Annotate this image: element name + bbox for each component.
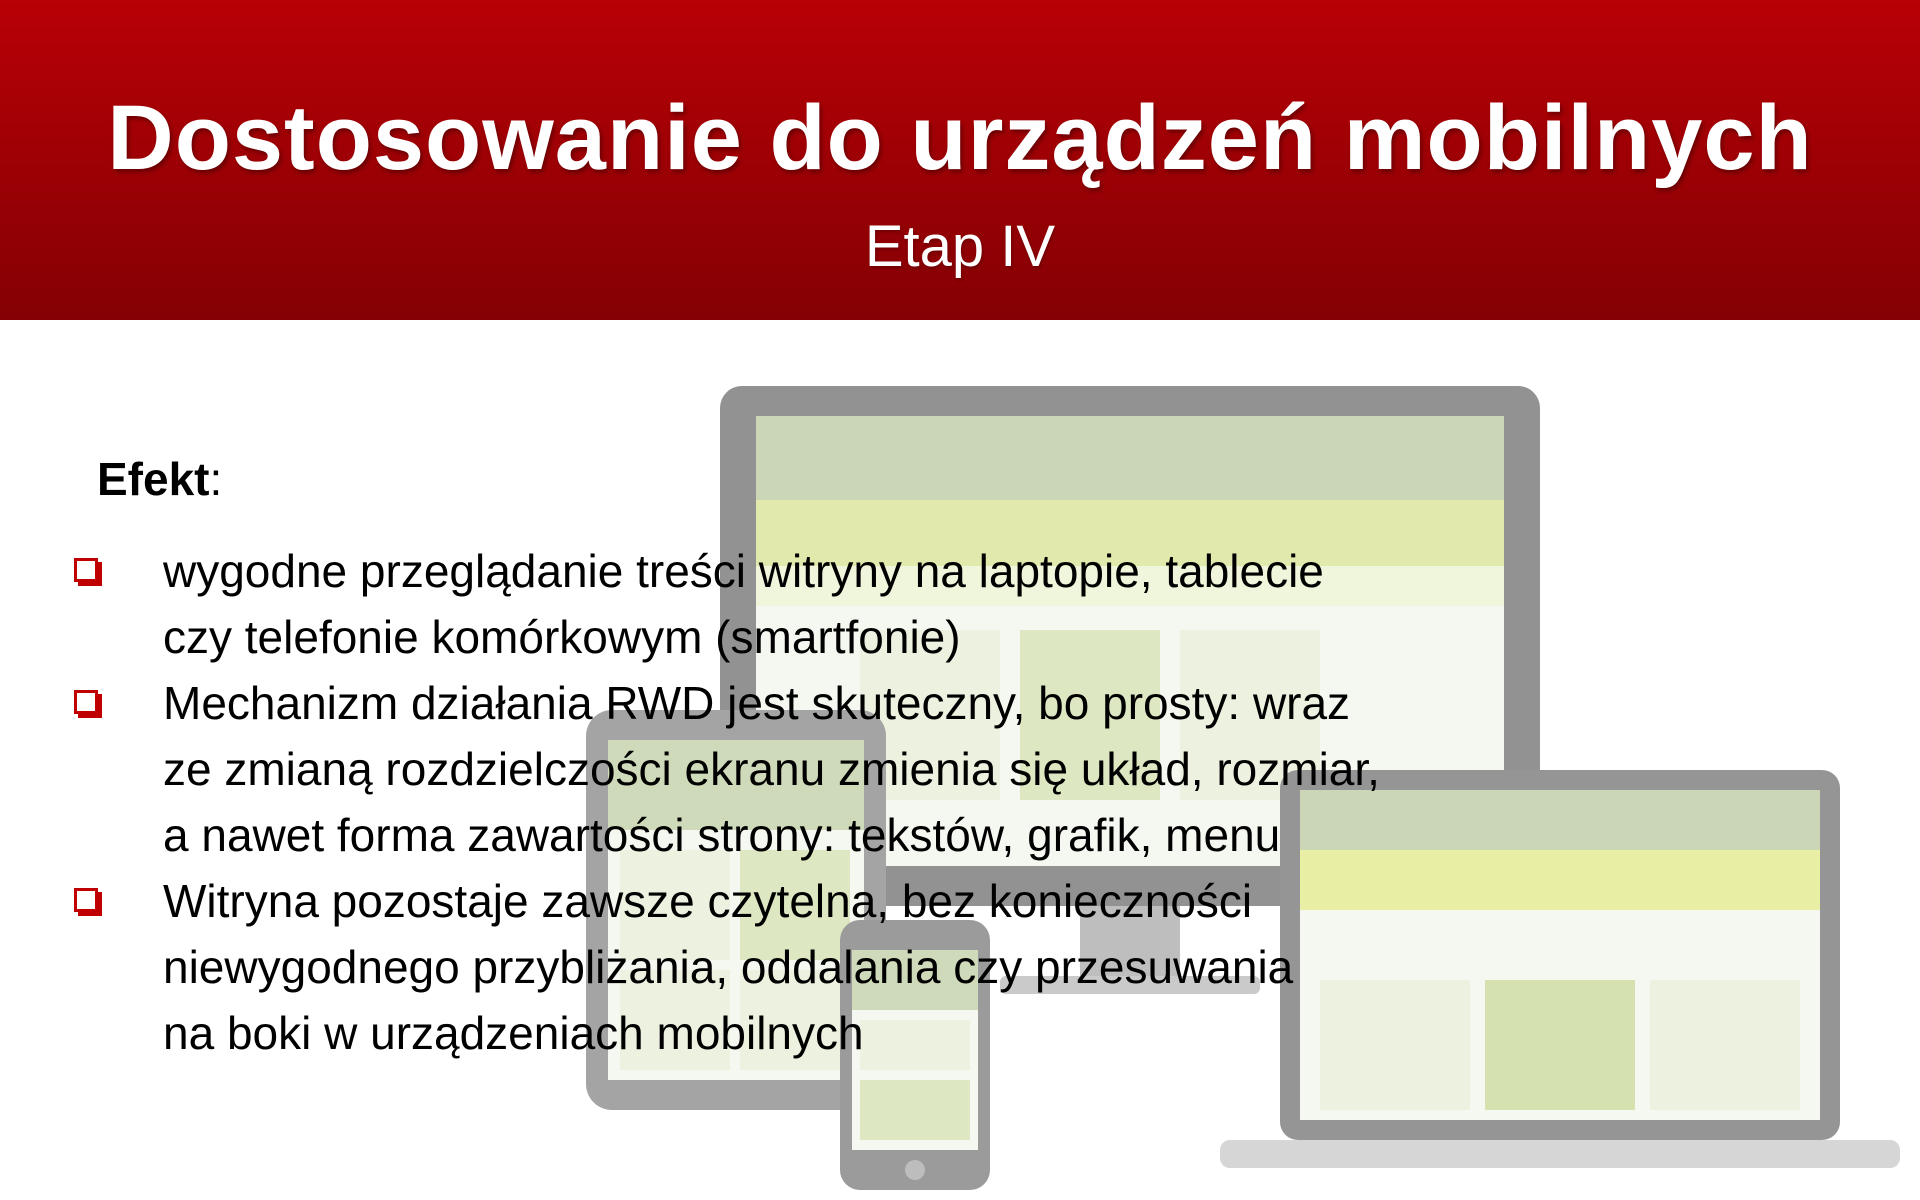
checkbox-bullet-icon — [74, 558, 98, 582]
bullet-line: a nawet forma zawartości strony: tekstów, grafik, menu — [163, 809, 1281, 861]
bullet-line: na boki w urządzeniach mobilnych — [163, 1007, 864, 1059]
bullet-item — [70, 538, 1490, 670]
bullet-line: Mechanizm działania RWD jest skuteczny, bo prosty: wraz — [163, 677, 1351, 729]
bullet-line: ze zmianą rozdzielczości ekranu zmienia się układ, rozmiar, — [163, 743, 1380, 795]
bullet-line: niewygodnego przybliżania, oddalania czy przesuwania — [163, 941, 1294, 993]
lead-label — [97, 450, 222, 508]
checkbox-bullet-icon — [74, 888, 98, 912]
checkbox-bullet-icon — [74, 690, 98, 714]
bullet-item — [70, 670, 1490, 868]
lead-label-text: Efekt — [97, 453, 210, 505]
slide-subtitle: Etap IV — [864, 214, 1056, 279]
bullet-line: Witryna pozostaje zawsze czytelna, bez konieczności — [163, 875, 1253, 927]
bullet-line: czy telefonie komórkowym (smartfonie) — [163, 611, 961, 663]
bullet-line: wygodne przeglądanie treści witryny na laptopie, tablecie — [163, 545, 1324, 597]
lead-label-suffix: : — [209, 453, 223, 505]
slide-title: Dostosowanie do urządzeń mobilnych — [107, 87, 1813, 189]
bullet-item — [70, 868, 1490, 1066]
bullet-list — [70, 538, 1490, 1066]
